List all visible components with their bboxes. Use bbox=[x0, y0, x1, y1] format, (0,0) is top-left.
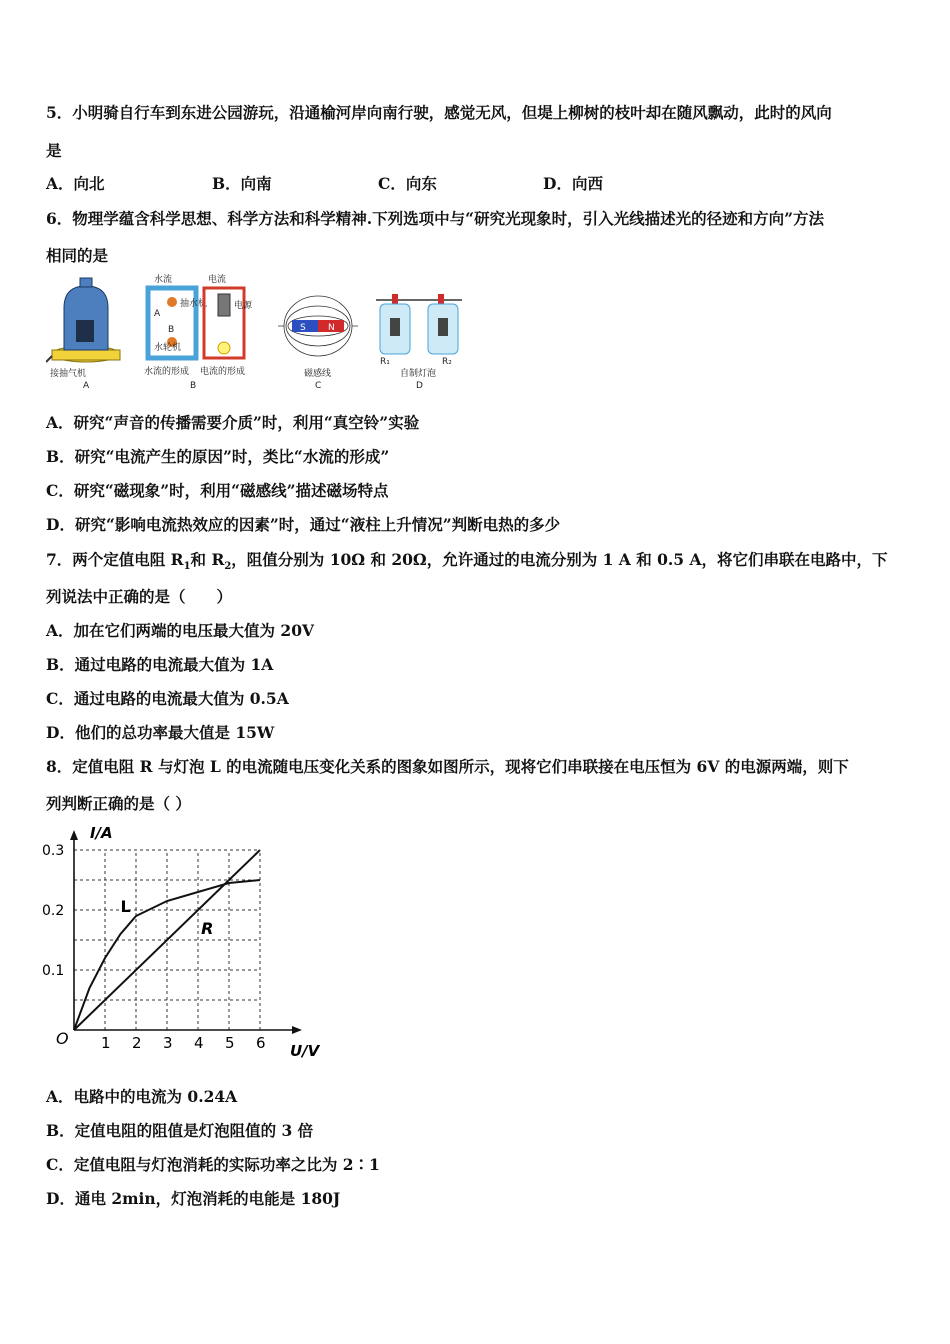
q6-stem-line2: 相同的是 bbox=[46, 246, 109, 265]
figure-c-letter: C bbox=[315, 381, 322, 391]
q7-option-c[interactable]: C．通过电路的电流最大值为 0.5A bbox=[46, 689, 289, 708]
q8-stem-line1: 8．定值电阻 R 与灯泡 L 的电流随电压变化关系的图象如图所示，现将它们串联接在电压恒为 6V 的电源两端，则下 bbox=[46, 757, 849, 776]
x-tick-label: 2 bbox=[132, 1034, 142, 1052]
y-tick-label: 0.2 bbox=[42, 903, 65, 919]
x-tick-label: 5 bbox=[225, 1034, 235, 1052]
series-label-R: R bbox=[201, 919, 214, 938]
x-tick-label: 1 bbox=[101, 1034, 111, 1052]
q7-stem-line1: 7．两个定值电阻 $R_1$和 $R_2$，阻值分别为 10Ω 和 20Ω，允许通过的电流分别为 1 A 和 0.5 A，将它们串联在电路中，下 bbox=[46, 550, 888, 573]
figure-d-caption: 自制灯泡 bbox=[400, 369, 437, 379]
q7-option-d[interactable]: D．他们的总功率最大值是 15W bbox=[46, 723, 275, 742]
q8-stem-line2: 列判断正确的是（ ） bbox=[46, 794, 191, 813]
q5-stem-line1: 5．小明骑自行车到东进公园游玩，沿通榆河岸向南行驶，感觉无风，但堤上柳树的枝叶却在随风飘动，此时的风向 bbox=[46, 103, 832, 122]
q5-option-d[interactable]: D．向西 bbox=[543, 174, 603, 193]
figure-d-r1: R₁ bbox=[380, 357, 390, 367]
iv-graph bbox=[40, 822, 330, 1062]
x-tick-label: 6 bbox=[256, 1034, 266, 1052]
y-axis-label: I/A bbox=[90, 824, 113, 842]
q6-stem-line1: 6．物理学蕴含科学思想、科学方法和科学精神.下列选项中与“研究光现象时，引入光线描述光的径迹和方向”方法 bbox=[46, 209, 825, 228]
figure-b-current-label: 电流 bbox=[208, 275, 227, 285]
q7-stem-line2: 列说法中正确的是（ ） bbox=[46, 587, 233, 606]
figure-b-pump: 抽水机 bbox=[180, 299, 208, 309]
figure-d-letter: D bbox=[416, 381, 423, 391]
figure-a-bell-jar bbox=[46, 272, 126, 392]
x-tick-label: 3 bbox=[163, 1034, 173, 1052]
q7-option-a[interactable]: A．加在它们两端的电压最大值为 20V bbox=[46, 621, 315, 640]
y-tick-label: 0.1 bbox=[42, 963, 65, 979]
q8-option-d[interactable]: D．通电 2min，灯泡消耗的电能是 180J bbox=[46, 1189, 341, 1208]
q8-option-a[interactable]: A．电路中的电流为 0.24A bbox=[46, 1087, 238, 1106]
q6-option-c[interactable]: C．研究“磁现象”时，利用“磁感线”描述磁场特点 bbox=[46, 481, 389, 500]
x-axis-label: U/V bbox=[290, 1042, 320, 1060]
figure-b-letter: B bbox=[190, 381, 197, 391]
figure-b-power: 电源 bbox=[234, 301, 253, 311]
q6-option-b[interactable]: B．研究“电流产生的原因”时，类比“水流的形成” bbox=[46, 447, 390, 466]
figure-b-caption-current: 电流的形成 bbox=[200, 367, 246, 377]
q5-option-b[interactable]: B．向南 bbox=[212, 174, 272, 193]
figure-a-caption: 接抽气机 bbox=[50, 369, 87, 379]
q8-option-b[interactable]: B．定值电阻的阻值是灯泡阻值的 3 倍 bbox=[46, 1121, 314, 1140]
figure-b-turbine: 水轮机 bbox=[154, 343, 182, 353]
figure-b-point-a: A bbox=[154, 309, 161, 319]
figure-b-caption-water: 水流的形成 bbox=[144, 367, 190, 377]
q5-option-a[interactable]: A．向北 bbox=[46, 174, 105, 193]
q6-option-a[interactable]: A．研究“声音的传播需要介质”时，利用“真空铃”实验 bbox=[46, 413, 420, 432]
figure-b-analogy bbox=[142, 272, 264, 392]
q5-stem-line2: 是 bbox=[46, 141, 62, 160]
y-tick-label: 0.3 bbox=[42, 843, 65, 859]
figure-c-field-lines bbox=[278, 272, 358, 392]
q6-figure-strip bbox=[46, 272, 466, 392]
figure-c-caption: 磁感线 bbox=[304, 369, 332, 379]
figure-d-r2: R₂ bbox=[442, 357, 452, 367]
y-axis-arrow bbox=[70, 830, 78, 840]
figure-b-water-label: 水流 bbox=[154, 275, 173, 285]
figure-b-point-b: B bbox=[168, 325, 175, 335]
x-axis-arrow bbox=[292, 1026, 302, 1034]
x-tick-label: 4 bbox=[194, 1034, 204, 1052]
origin-label: O bbox=[56, 1029, 69, 1048]
magnet-n-label: N bbox=[328, 323, 335, 333]
magnet-s-label: S bbox=[300, 323, 306, 333]
figure-a-letter: A bbox=[83, 381, 90, 391]
figure-d-bulbs bbox=[372, 272, 466, 392]
q5-option-c[interactable]: C．向东 bbox=[378, 174, 437, 193]
series-label-L: L bbox=[120, 897, 131, 916]
q8-option-c[interactable]: C．定值电阻与灯泡消耗的实际功率之比为 2∶1 bbox=[46, 1155, 380, 1174]
q7-option-b[interactable]: B．通过电路的电流最大值为 1A bbox=[46, 655, 274, 674]
q6-option-d[interactable]: D．研究“影响电流热效应的因素”时，通过“液柱上升情况”判断电热的多少 bbox=[46, 515, 561, 534]
